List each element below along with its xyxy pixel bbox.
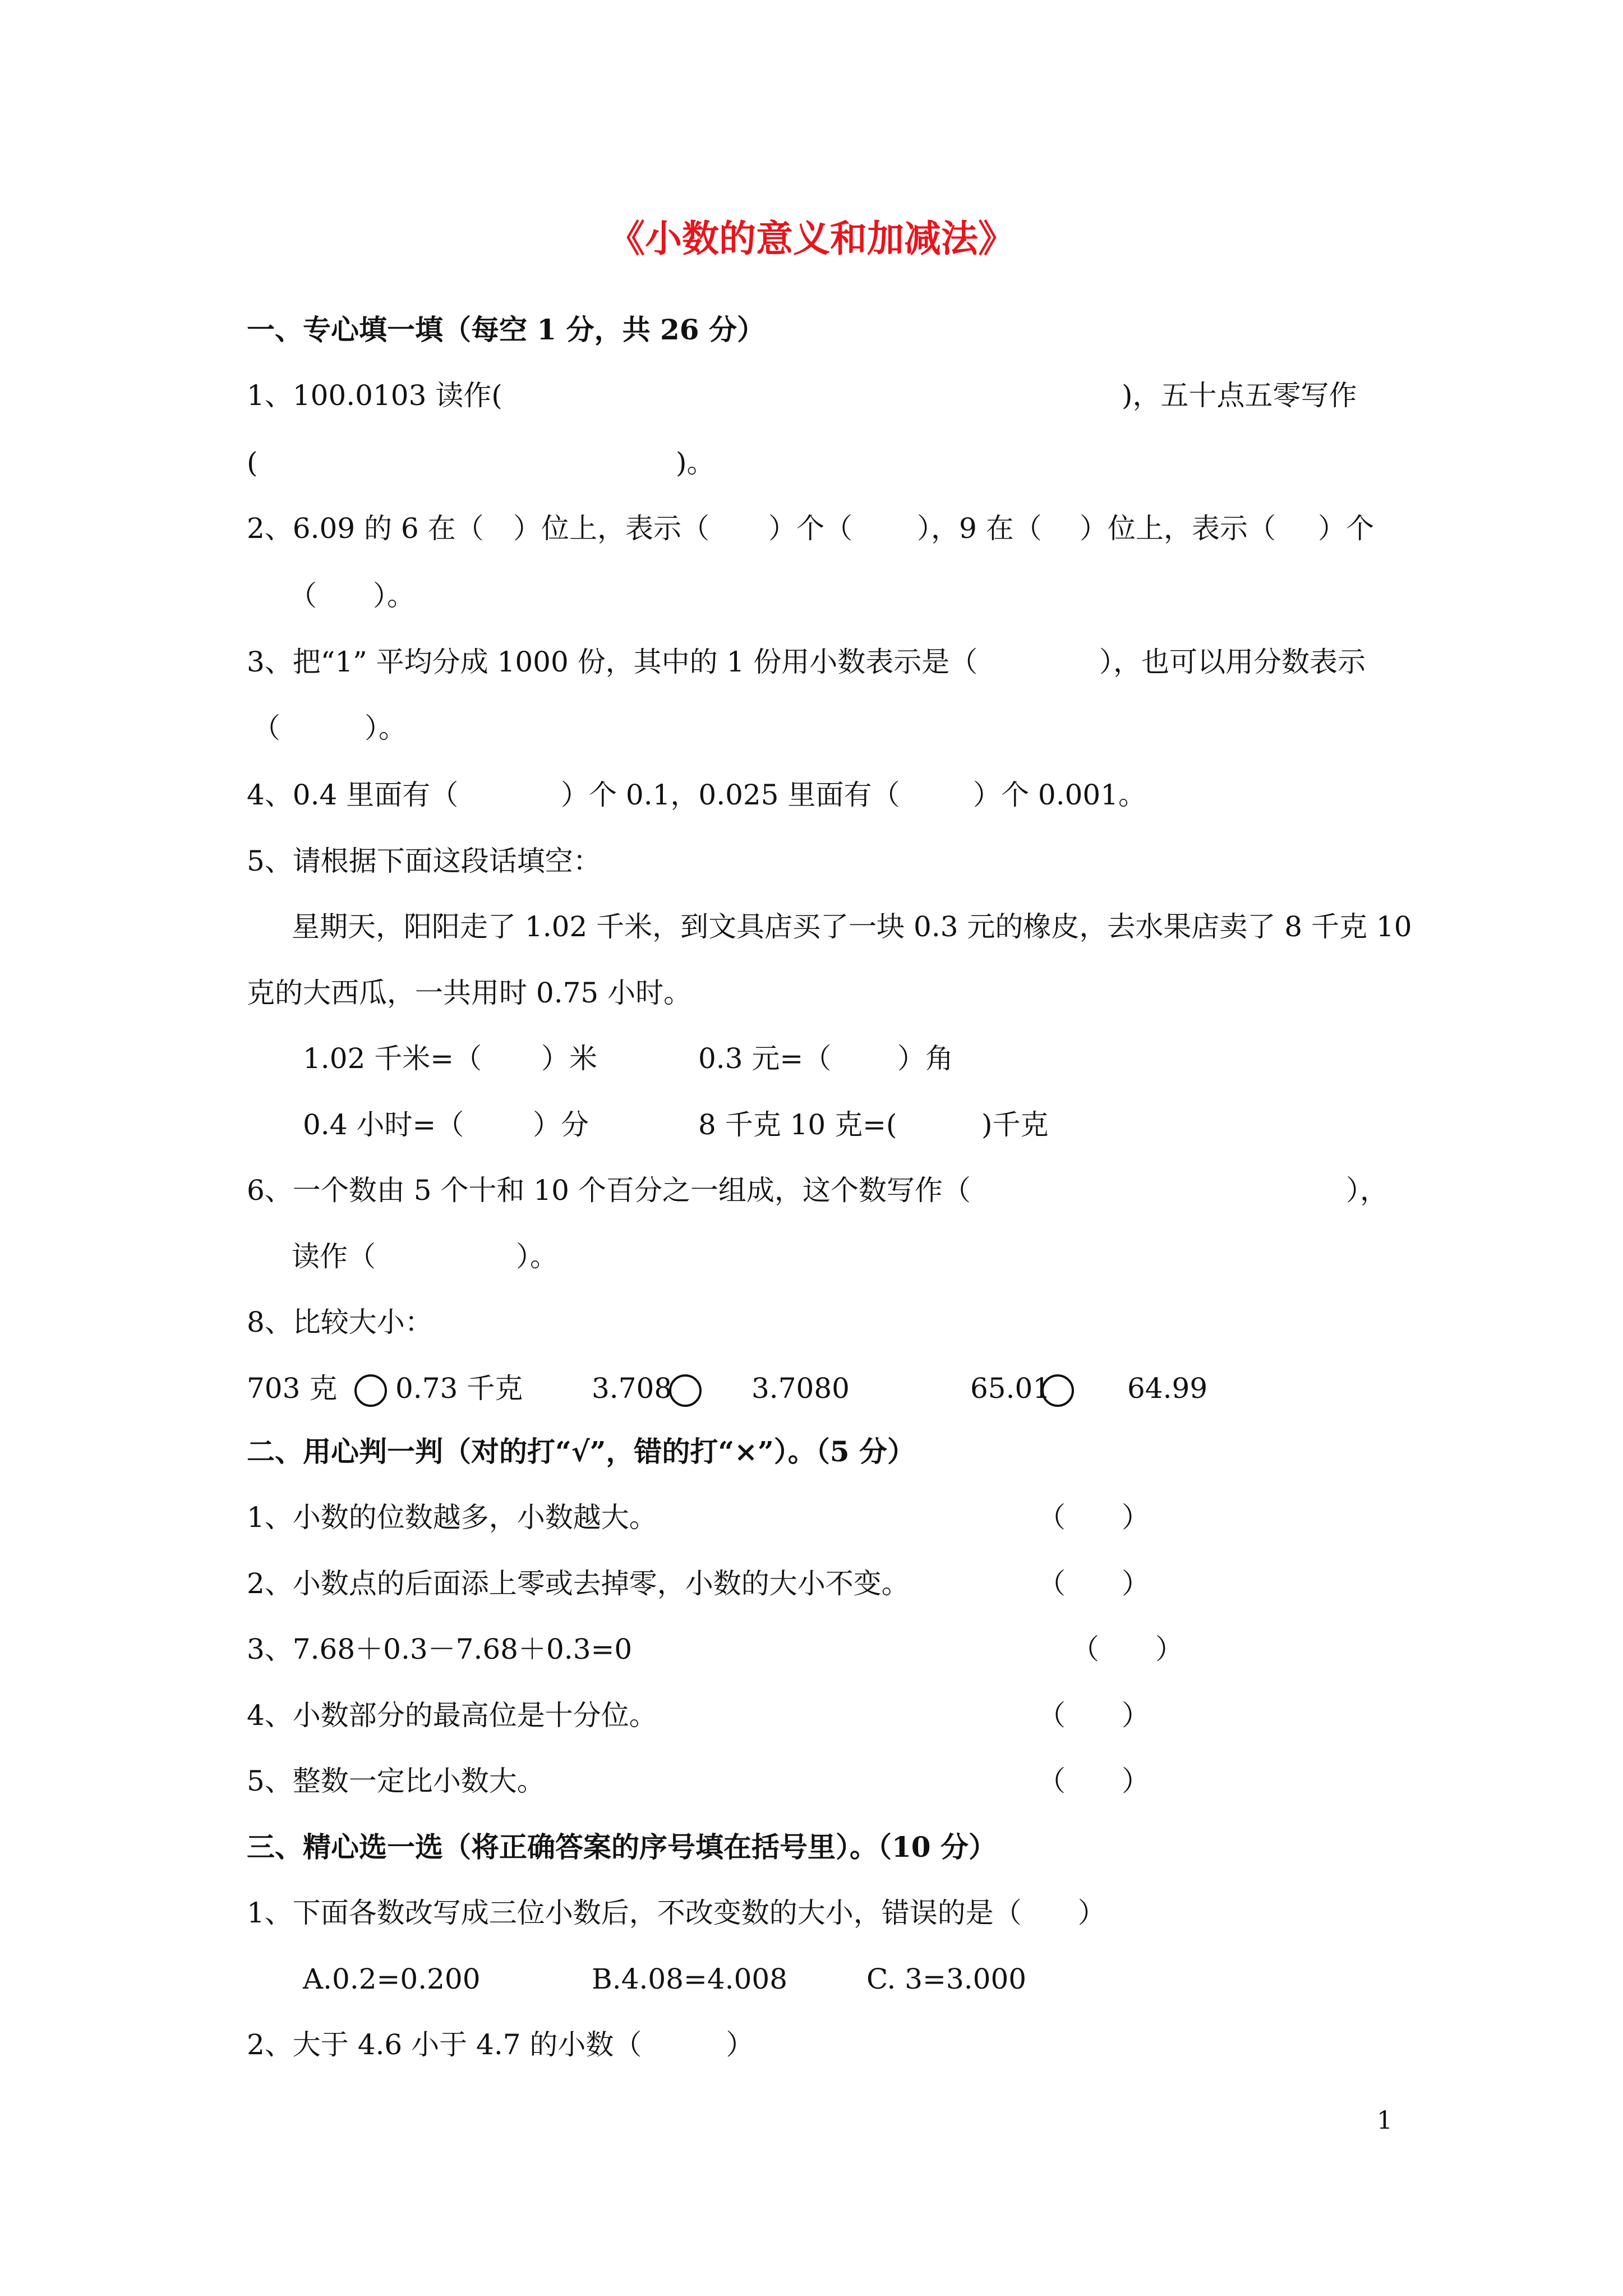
section1-heading: 一、专心填一填（每空 1 分，共 26 分） [247, 313, 765, 346]
q5-fill3-unit: ）分 [533, 1108, 589, 1141]
q2-part-a: 2、6.09 的 6 在（ [247, 512, 484, 545]
q5-fill2-label: 0.3 元=（ [698, 1042, 832, 1075]
q4-part-c: ）个 0.001。 [973, 779, 1147, 811]
page-title: 《小数的意义和加减法》 [608, 217, 1015, 260]
q5-prompt: 5、请根据下面这段话填空： [247, 845, 601, 877]
q3-part-b: ），也可以用分数表示 [1099, 646, 1366, 678]
compare1-right: 0.73 千克 [395, 1372, 523, 1405]
choice-q1-option-a[interactable]: A.0.2=0.200 [303, 1963, 481, 1995]
judge-item-2-answer[interactable]: （ ） [1038, 1567, 1150, 1600]
choice-q1-option-c[interactable]: C. 3=3.000 [866, 1963, 1027, 1995]
q5-paragraph-line1: 星期天，阳阳走了 1.02 千米，到文具店买了一块 0.3 元的橡皮，去水果店卖了 8 千克 10 [292, 910, 1412, 943]
judge-item-1-answer[interactable]: （ ） [1038, 1501, 1150, 1534]
judge-item-5: 5、整数一定比小数大。 [247, 1765, 545, 1797]
compare2-right: 3.7080 [751, 1372, 850, 1405]
judge-item-3-answer[interactable]: （ ） [1071, 1633, 1183, 1665]
section2-heading: 二、用心判一判（对的打“√”，错的打“×”）。（5 分） [247, 1435, 915, 1468]
q8-prompt: 8、比较大小： [247, 1306, 433, 1338]
judge-item-1: 1、小数的位数越多，小数越大。 [247, 1501, 657, 1534]
q4-part-b: ）个 0.1，0.025 里面有（ [561, 779, 900, 811]
compare1-left: 703 克 [247, 1372, 338, 1405]
choice-q1-option-b[interactable]: B.4.08=4.008 [592, 1963, 787, 1995]
q2-part-f: ）个 [1318, 512, 1374, 545]
q5-fill2-unit: ）角 [897, 1042, 953, 1075]
choice-q2: 2、大于 4.6 小于 4.7 的小数（ ） [247, 2028, 754, 2061]
q5-fill3-label: 0.4 小时=（ [303, 1108, 464, 1141]
q1-part-a: 1、100.0103 读作( [247, 379, 502, 412]
q4-part-a: 4、0.4 里面有（ [247, 779, 459, 811]
q2-part-g: （ ）。 [289, 579, 415, 612]
judge-item-2: 2、小数点的后面添上零或去掉零，小数的大小不变。 [247, 1567, 910, 1600]
q6-part-b: ）， [1346, 1174, 1388, 1207]
judge-item-5-answer[interactable]: （ ） [1038, 1765, 1150, 1797]
q5-fill4-unit: )千克 [981, 1108, 1049, 1141]
q5-fill4-label: 8 千克 10 克=( [698, 1108, 897, 1141]
compare3-left: 65.01 [970, 1372, 1051, 1405]
q1-part-d: )。 [676, 447, 715, 479]
compare2-left: 3.708 [592, 1372, 672, 1405]
judge-item-4-answer[interactable]: （ ） [1038, 1699, 1150, 1732]
q2-part-e: ）位上，表示（ [1080, 512, 1276, 545]
q5-fill1-unit: ）米 [541, 1042, 597, 1075]
q3-part-a: 3、把“1” 平均分成 1000 份，其中的 1 份用小数表示是（ [247, 646, 978, 678]
judge-item-3: 3、7.68＋0.3－7.68＋0.3=0 [247, 1633, 633, 1665]
q5-paragraph-line2: 克的大西瓜，一共用时 0.75 小时。 [247, 977, 692, 1009]
q2-part-b: ）位上，表示（ [513, 512, 709, 545]
q6-part-c: 读作（ ）。 [292, 1240, 558, 1273]
judge-item-4: 4、小数部分的最高位是十分位。 [247, 1699, 657, 1732]
compare3-right: 64.99 [1127, 1372, 1208, 1405]
q2-part-d: ），9 在（ [917, 512, 1042, 545]
compare3-circle[interactable] [1041, 1374, 1074, 1407]
q3-part-c: （ ）。 [252, 712, 407, 744]
section3-heading: 三、精心选一选（将正确答案的序号填在括号里）。（10 分） [247, 1830, 997, 1864]
compare2-circle[interactable] [669, 1374, 702, 1407]
q5-fill1-label: 1.02 千米=（ [303, 1042, 482, 1075]
q1-part-c: ( [247, 447, 258, 479]
compare1-circle[interactable] [354, 1374, 387, 1407]
q2-part-c: ）个（ [768, 512, 852, 545]
q1-part-b: )，五十点五零写作 [1122, 379, 1357, 412]
page-number: 1 [1377, 2106, 1393, 2135]
choice-q1: 1、下面各数改写成三位小数后，不改变数的大小，错误的是（ ） [247, 1897, 1106, 1929]
q6-part-a: 6、一个数由 5 个十和 10 个百分之一组成，这个数写作（ [247, 1174, 971, 1207]
